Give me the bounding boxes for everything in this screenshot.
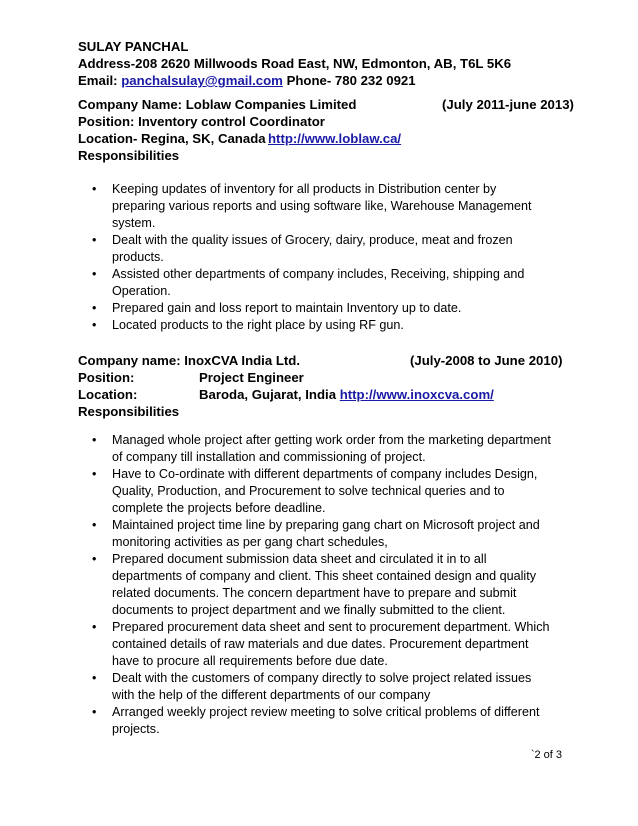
- job2-location: Baroda, Gujarat, India http://www.inoxcva.com/: [199, 387, 494, 402]
- job-loblaw: [78, 96, 574, 164]
- address: Address-208 2620 Millwoods Road East, NW, Edmonton, AB, T6L 5K6: [78, 56, 512, 71]
- job1-location-row: [78, 130, 568, 147]
- list-item: • Managed whole project after getting work order from the marketing department of company till installation and commissioning of project.: [92, 433, 551, 464]
- job1-location: Location- Regina, SK, Canada: [78, 131, 266, 146]
- list-item: • Dealt with the quality issues of Grocery, dairy, produce, meat and frozen products.: [92, 233, 513, 264]
- job1-position: Position: Inventory control Coordinator: [78, 114, 325, 129]
- list-item: • Located products to the right place by using RF gun.: [92, 318, 404, 332]
- phone: Phone- 780 232 0921: [286, 73, 416, 88]
- job2-dates: (July-2008 to June 2010): [410, 353, 563, 368]
- list-item: • Arranged weekly project review meeting to solve critical problems of different projects.: [92, 705, 540, 736]
- job2-location-label: Location:: [78, 387, 138, 402]
- email-link[interactable]: panchalsulay@gmail.com: [121, 73, 283, 88]
- contact-header: [78, 38, 511, 89]
- bullet-icon: •: [92, 233, 97, 247]
- list-item: • Prepared procurement data sheet and sent to procurement department. Which contained details of raw materials and due dates. Procurement department have to procure all requirements before due date.: [92, 620, 550, 668]
- email-phone-line: [78, 72, 511, 89]
- job2-url-link[interactable]: http://www.inoxcva.com/: [339, 387, 494, 402]
- email-label: Email:: [78, 73, 118, 88]
- job2-position-label: Position:: [78, 370, 135, 385]
- job1-dates: (July 2011-june 2013): [442, 97, 574, 112]
- job1-responsibilities-list: [92, 181, 552, 334]
- list-item: • Dealt with the customers of company directly to solve project related issues with the help of the different departments of our company: [92, 671, 532, 702]
- job2-location-row: [78, 386, 568, 403]
- bullet-icon: •: [92, 318, 97, 332]
- bullet-icon: •: [92, 267, 97, 281]
- list-item: • Prepared gain and loss report to maintain Inventory up to date.: [92, 301, 462, 315]
- job1-company: Company Name: Loblaw Companies Limited: [78, 97, 357, 112]
- job1-responsibilities-heading: Responsibilities: [78, 148, 180, 163]
- job1-company-row: [78, 96, 574, 113]
- job2-responsibilities-list: [92, 432, 552, 738]
- job2-position-row: [78, 369, 568, 386]
- job-inoxcva: [78, 352, 568, 420]
- job2-position: Project Engineer: [199, 370, 304, 385]
- list-item: • Maintained project time line by preparing gang chart on Microsoft project and monitoring activities as per gang chart schedules,: [92, 518, 540, 549]
- list-item: • Assisted other departments of company includes, Receiving, shipping and Operation.: [92, 267, 525, 298]
- bullet-icon: •: [92, 620, 97, 634]
- bullet-icon: •: [92, 301, 97, 315]
- list-item: • Have to Co-ordinate with different departments of company includes Design, Quality, Production, and Procurement to solve technical queries and to complete the projects before deadline.: [92, 467, 538, 515]
- bullet-icon: •: [92, 671, 97, 685]
- job2-company: Company name: InoxCVA India Ltd.: [78, 353, 301, 368]
- bullet-icon: •: [92, 518, 97, 532]
- bullet-icon: •: [92, 182, 97, 196]
- candidate-name: SULAY PANCHAL: [78, 39, 189, 54]
- list-item: • Prepared document submission data sheet and circulated it in to all departments of company and client. This sheet contained design and quality related documents. The concern department have to prepare and submit documents to project department and we finally submitted to the client.: [92, 552, 537, 617]
- bullet-icon: •: [92, 705, 97, 719]
- bullet-icon: •: [92, 552, 97, 566]
- list-item: • Keeping updates of inventory for all products in Distribution center by preparing various reports and using software like, Warehouse Management system.: [92, 182, 532, 230]
- job2-responsibilities-heading: Responsibilities: [78, 404, 180, 419]
- job1-url-link[interactable]: http://www.loblaw.ca/: [268, 131, 402, 146]
- bullet-icon: •: [92, 433, 97, 447]
- bullet-icon: •: [92, 467, 97, 481]
- job2-company-row: [78, 352, 568, 369]
- page-number: `2 of 3: [530, 749, 562, 761]
